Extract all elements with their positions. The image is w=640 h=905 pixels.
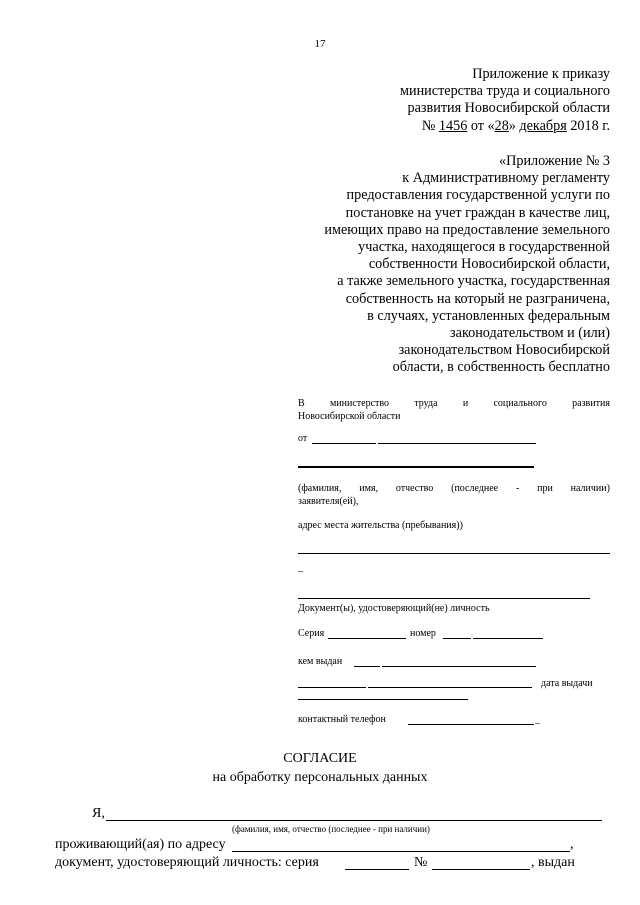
issue-date-field-1[interactable]: [298, 687, 366, 688]
regulation-line: области, в собственность бесплатно: [392, 359, 610, 376]
order-date-mid: от «: [467, 117, 495, 134]
documents-field[interactable]: [298, 598, 590, 599]
appendix-regulation-block: [324, 153, 610, 377]
consent-doc-label: документ, удостоверяющий личность: серия: [55, 855, 319, 870]
order-day-close: »: [508, 117, 520, 134]
order-month: декабря: [519, 117, 567, 134]
regulation-line: имеющих право на предоставление земельного: [324, 221, 610, 238]
order-number-date: [400, 118, 610, 135]
regulation-line: «Приложение № 3: [499, 153, 610, 169]
regulation-line: собственности Новосибирской области,: [368, 256, 610, 273]
consent-living-tail: ,: [570, 837, 574, 852]
regulation-line: а также земельного участка, государственная: [337, 273, 610, 290]
consent-living-label: проживающий(ая) по адресу: [55, 837, 226, 852]
consent-issued-label: , выдан: [531, 855, 575, 870]
issue-date-field-3[interactable]: [298, 699, 468, 700]
regulation-line: законодательством и (или): [450, 325, 610, 342]
regulation-line: предоставления государственной услуги по: [346, 187, 610, 204]
to-word: труда: [414, 398, 438, 409]
regulation-line: собственность на который не разграничена,: [345, 290, 610, 307]
number-field-2[interactable]: [473, 638, 543, 639]
to-word: развития: [572, 398, 610, 409]
consent-name-hint: (фамилия, имя, отчество (последнее - при наличии): [232, 824, 430, 834]
name-hint-word: -: [515, 483, 520, 494]
regulation-line: к Административному регламенту: [402, 170, 610, 187]
address-field[interactable]: [298, 553, 610, 554]
issued-by-field-2[interactable]: [382, 666, 536, 667]
regulation-line: постановке на учет граждан в качестве лиц,: [345, 204, 610, 221]
to-ministry-line2: Новосибирской области: [298, 411, 401, 422]
name-hint-word: (последнее: [451, 483, 499, 494]
consent-subtitle: на обработку персональных данных: [212, 770, 428, 785]
consent-name-field[interactable]: [106, 820, 602, 821]
appendix-order-block: [400, 66, 610, 135]
appendix-order-line: развития Новосибирской области: [407, 100, 610, 117]
consent-series-field[interactable]: [345, 869, 409, 870]
consent-i-label: Я,: [92, 806, 105, 821]
page-number: 17: [314, 38, 326, 50]
to-word: министерство: [329, 398, 390, 409]
series-label: Серия: [298, 628, 325, 639]
name-hint-word: (фамилия,: [298, 483, 342, 494]
order-num-prefix: №: [421, 117, 439, 134]
name-hint-line: [298, 482, 610, 495]
number-label: номер: [410, 628, 436, 639]
regulation-line: в случаях, установленных федеральным: [367, 307, 610, 324]
consent-num-label: №: [414, 855, 428, 870]
order-number: 1456: [438, 117, 468, 134]
to-word: и: [462, 398, 469, 409]
from-field-2[interactable]: [378, 443, 536, 444]
consent-address-field[interactable]: [232, 851, 570, 852]
order-day: 28: [494, 117, 509, 134]
to-word: социального: [493, 398, 547, 409]
issue-date-label: дата выдачи: [541, 678, 593, 689]
series-field[interactable]: [328, 638, 406, 639]
appendix-order-line: министерства труда и социального: [400, 83, 610, 100]
from-field-1[interactable]: [312, 443, 376, 444]
address-dash: _: [298, 562, 303, 573]
name-hint-word: при: [537, 483, 553, 494]
name-hint-word: отчество: [395, 483, 434, 494]
phone-label: контактный телефон: [298, 714, 386, 725]
issue-date-field-2[interactable]: [368, 687, 532, 688]
from-label: от: [298, 433, 308, 444]
issued-by-field-1[interactable]: [354, 666, 380, 667]
regulation-line: участка, находящегося в государственной: [358, 239, 610, 256]
documents-label: Документ(ы), удостоверяющий(не) личность: [298, 603, 490, 614]
order-year: 2018 г.: [566, 117, 610, 134]
applicant-name-field[interactable]: [298, 466, 534, 468]
consent-number-field[interactable]: [432, 869, 530, 870]
number-field-1[interactable]: [443, 638, 471, 639]
consent-title: СОГЛАСИЕ: [283, 751, 357, 766]
appendix-order-line: Приложение к приказу: [472, 66, 610, 82]
issued-by-label: кем выдан: [298, 656, 343, 667]
name-hint-line2: заявителя(ей),: [298, 496, 359, 507]
phone-field[interactable]: [408, 724, 534, 725]
phone-tail: _: [535, 714, 540, 725]
name-hint-word: наличии): [570, 483, 610, 494]
address-label: адрес места жительства (пребывания)): [298, 520, 463, 531]
to-ministry-line: [298, 397, 610, 410]
name-hint-word: имя,: [359, 483, 378, 494]
to-word: В: [298, 398, 305, 409]
regulation-line: законодательством Новосибирской: [398, 342, 610, 359]
